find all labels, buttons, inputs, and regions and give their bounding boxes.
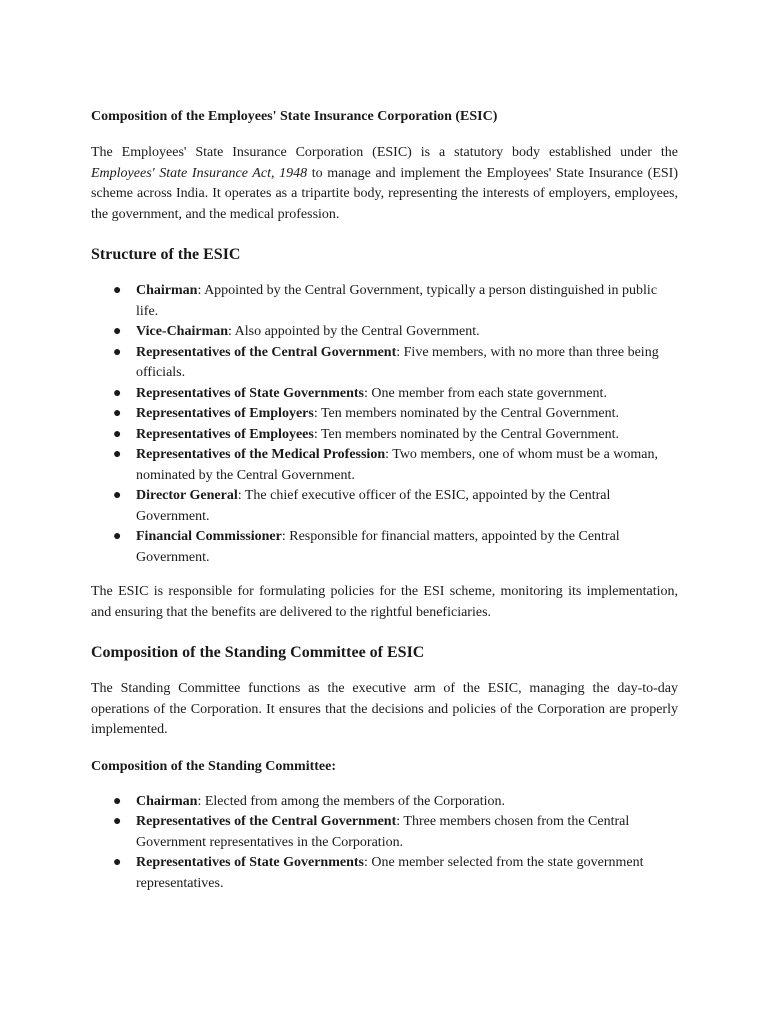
item-term: Chairman	[136, 793, 198, 809]
bullet-icon: ●	[113, 793, 122, 809]
document-page	[91, 107, 678, 894]
intro-text-1: The Employees' State Insurance Corporation (ESIC) is a statutory body established under the	[91, 145, 678, 160]
standing-committee-intro: The Standing Committee functions as the executive arm of the ESIC, managing the day-to-day operations of the Corporation. It ensures that the decisions and policies of the Corporation are properly implemented.	[91, 681, 678, 737]
list-item	[91, 425, 678, 446]
item-term: Representatives of Employers	[136, 406, 314, 421]
item-desc: : Also appointed by the Central Government.	[228, 324, 480, 339]
intro-text-2: to manage and implement the Employees' State Insurance (ESI) scheme across India. It operates as a tripartite body, representing the interests of employers, employees, the government, and the medical profession.	[91, 165, 678, 222]
item-term: Representatives of the Central Government	[136, 814, 397, 829]
item-desc: : Responsible for financial matters, appointed by the Central Government.	[136, 529, 620, 565]
bullet-icon: ●	[113, 385, 122, 401]
item-desc: : Five members, with no more than three being officials.	[136, 344, 659, 380]
list-item	[91, 812, 678, 853]
item-desc: : The chief executive officer of the ESIC, appointed by the Central Government.	[136, 488, 611, 524]
responsibility-paragraph: The ESIC is responsible for formulating policies for the ESI scheme, monitoring its implementation, and ensuring that the benefits are delivered to the rightful beneficiaries.	[91, 584, 678, 620]
list-item	[91, 281, 678, 322]
bullet-icon: ●	[113, 529, 122, 544]
list-item	[91, 343, 678, 384]
bullet-icon: ●	[113, 324, 122, 339]
item-term: Representatives of Employees	[136, 426, 314, 442]
list-item	[91, 527, 678, 568]
item-term: Chairman	[136, 283, 198, 298]
item-term: Representatives of the Central Government	[136, 344, 397, 360]
bullet-icon: ●	[113, 814, 122, 829]
list-item	[91, 384, 678, 405]
item-desc: : One member selected from the state government representatives.	[136, 855, 644, 891]
bullet-icon: ●	[113, 488, 122, 503]
bullet-icon: ●	[113, 344, 122, 360]
list-item	[91, 486, 678, 527]
item-term: Representatives of State Governments	[136, 855, 364, 870]
item-desc: : Three members chosen from the Central Government representatives in the Corporation.	[136, 814, 630, 850]
item-desc: : Appointed by the Central Government, typically a person distinguished in public life.	[136, 283, 658, 319]
list-item	[91, 322, 678, 343]
list-item	[91, 853, 678, 894]
list-item	[91, 404, 678, 425]
item-term: Director General	[136, 488, 238, 503]
bullet-icon: ●	[113, 406, 122, 421]
intro-paragraph	[91, 143, 678, 225]
standing-committee-list	[91, 792, 678, 895]
document-title: Composition of the Employees' State Insurance Corporation (ESIC)	[91, 109, 498, 124]
item-desc: : Ten members nominated by the Central Government.	[313, 426, 619, 442]
bullet-icon: ●	[113, 426, 122, 442]
spacer	[91, 568, 678, 582]
item-desc: : Two members, one of whom must be a woman, nominated by the Central Government.	[136, 447, 658, 483]
structure-heading: Structure of the ESIC	[91, 246, 241, 263]
item-term: Representatives of the Medical Profession	[136, 447, 386, 462]
item-desc: : One member from each state government.	[363, 385, 607, 401]
standing-committee-heading: Composition of the Standing Committee of ESIC	[91, 644, 425, 661]
bullet-icon: ●	[113, 283, 122, 298]
list-item	[91, 445, 678, 486]
item-term: Financial Commissioner	[136, 529, 282, 544]
structure-list	[91, 281, 678, 568]
bullet-icon: ●	[113, 855, 122, 870]
item-desc: : Ten members nominated by the Central Government.	[313, 406, 619, 421]
standing-committee-subheading: Composition of the Standing Committee:	[91, 758, 336, 774]
list-item	[91, 792, 678, 813]
item-desc: : Elected from among the members of the Corporation.	[197, 793, 505, 809]
item-term: Representatives of State Governments	[136, 385, 364, 401]
item-term: Vice-Chairman	[136, 324, 229, 339]
bullet-icon: ●	[113, 447, 122, 462]
act-name: Employees' State Insurance Act, 1948	[91, 165, 308, 181]
